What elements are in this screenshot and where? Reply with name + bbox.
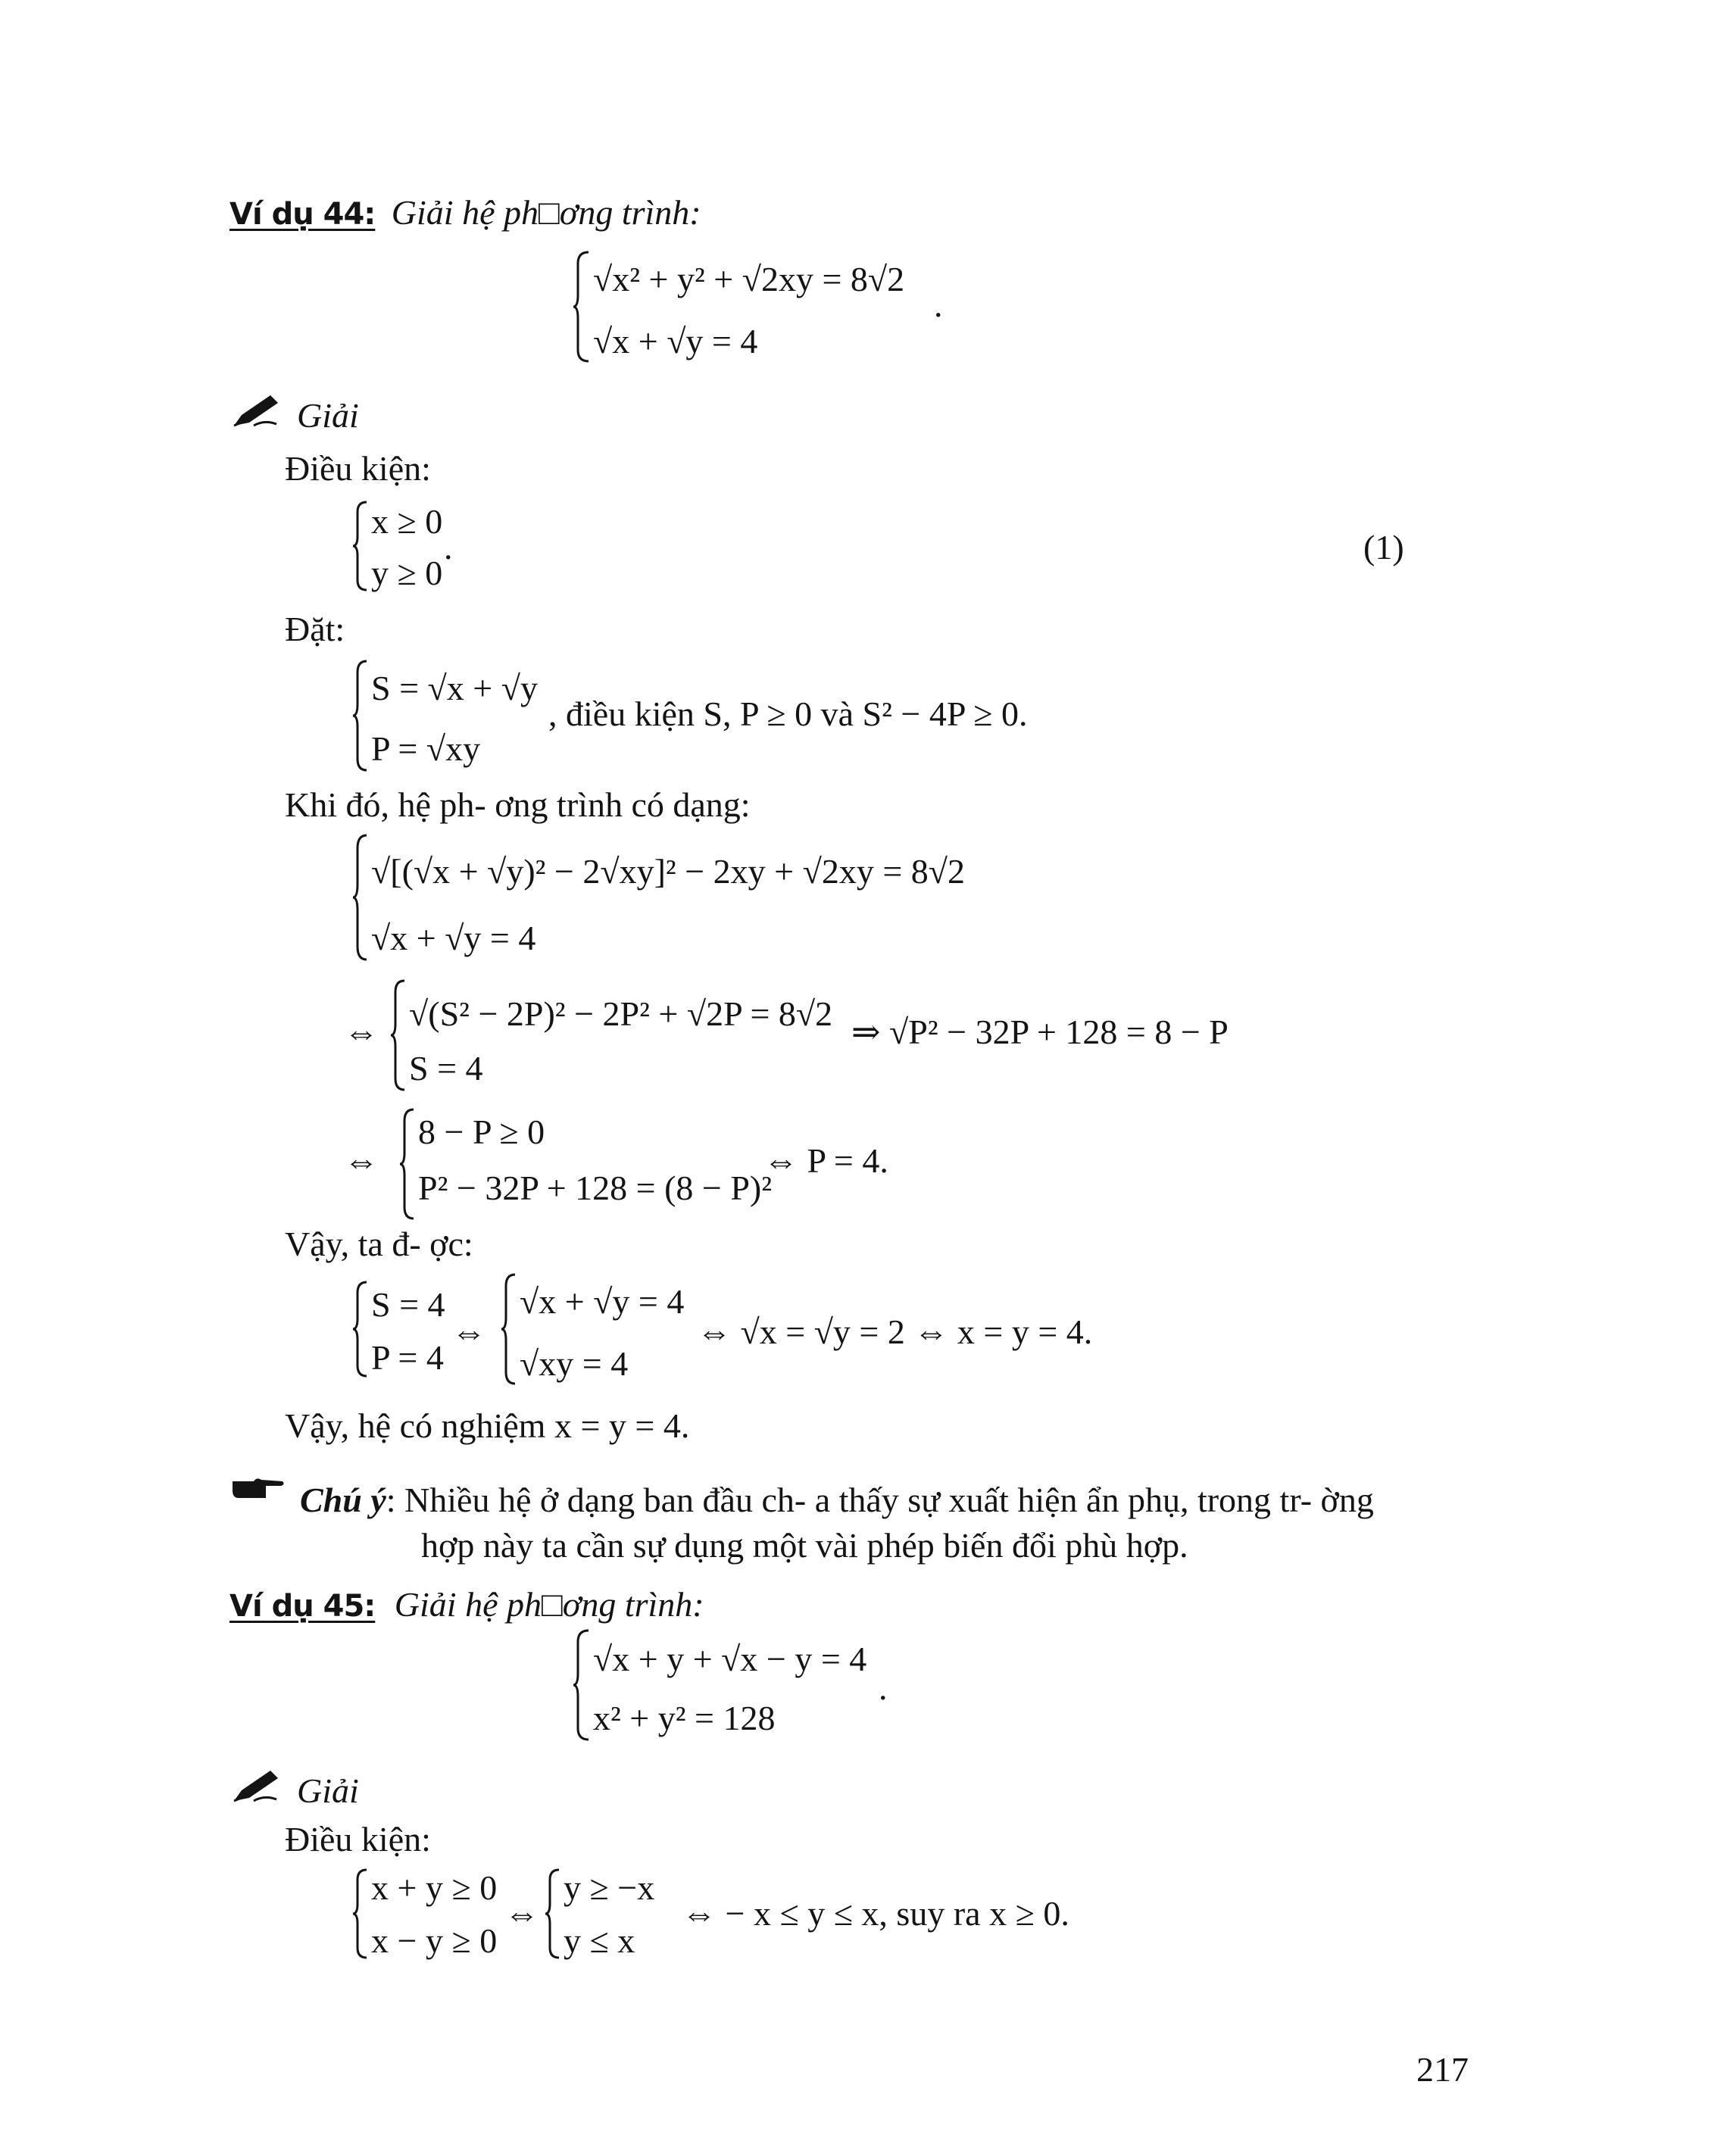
brace-system (351, 833, 370, 962)
ex45-eq2: x² + y² = 128 (593, 1699, 776, 1737)
brace-cond (351, 500, 370, 592)
pencil-icon (231, 392, 283, 429)
equiv-arrow-a: ⇔ (344, 1013, 379, 1051)
ex45-eq1: √x + y + √x − y = 4 (593, 1640, 867, 1678)
brace-result-left (351, 1280, 370, 1378)
eq-b-tail: ⇔ P = 4. (763, 1141, 888, 1180)
pointing-hand-icon (231, 1475, 286, 1501)
form-label: Khi đó, hệ ph- ơng trình có dạng: (285, 785, 751, 824)
cond45-3: y ≥ −x (564, 1868, 655, 1907)
example-45-prompt: Giải hệ ph□ơng trình: (394, 1585, 704, 1624)
eq-a1: √(S² − 2P)² − 2P² + √2P = 8√2 (409, 994, 833, 1033)
eq-a2: S = 4 (409, 1049, 483, 1088)
solution-45-label: Giải (297, 1771, 359, 1810)
result2: P = 4 (371, 1338, 444, 1377)
example-44-heading: Ví dụ 44: (229, 197, 376, 232)
system1: √[(√x + √y)² − 2√xy]² − 2xy + √2xy = 8√2 (371, 852, 966, 891)
brace-set (351, 659, 370, 772)
note-line2: hợp này ta cần sự dụng một vài phép biến đổi phù hợp. (421, 1526, 1188, 1565)
ex44-eq2: √x + √y = 4 (593, 322, 758, 360)
cond45-tail: ⇔ − x ≤ y ≤ x, suy ra x ≥ 0. (682, 1894, 1069, 1933)
brace-eq-b (398, 1107, 417, 1221)
condition-label: Điều kiện: (285, 449, 431, 488)
ex45-dot: . (879, 1668, 888, 1707)
brace-eq-a (389, 978, 407, 1092)
set1: S = √x + √y (371, 669, 538, 707)
result-equiv: ⇔ (451, 1312, 486, 1351)
conclusion: Vậy, hệ có nghiệm x = y = 4. (285, 1406, 690, 1445)
note-label: Chú ý (300, 1481, 386, 1519)
ex44-dot: . (934, 286, 943, 324)
brace-ex45 (572, 1628, 592, 1742)
cond1: x ≥ 0 (371, 502, 443, 541)
solution-44-label: Giải (297, 396, 359, 435)
set2: P = √xy (371, 729, 481, 768)
equiv-arrow-b: ⇔ (344, 1141, 379, 1180)
eq-b2: P² − 32P + 128 = (8 − P)² (418, 1169, 773, 1207)
brace-ex44 (572, 250, 592, 364)
result-label: Vậy, ta đ- ợc: (285, 1225, 473, 1263)
example-44-prompt: Giải hệ ph□ơng trình: (391, 193, 701, 232)
brace-cond45-left (351, 1868, 370, 1960)
ex44-eq1: √x² + y² + √2xy = 8√2 (593, 260, 905, 298)
eq-a-tail: ⇒ √P² − 32P + 128 = 8 − P (851, 1013, 1229, 1051)
cond45-1: x + y ≥ 0 (371, 1868, 498, 1907)
cond-dot: . (444, 528, 453, 566)
brace-cond45-right (544, 1868, 562, 1960)
cond45-4: y ≤ x (564, 1921, 635, 1960)
result-tail: ⇔ √x = √y = 2 ⇔ x = y = 4. (697, 1312, 1093, 1351)
eq-b1: 8 − P ≥ 0 (418, 1113, 545, 1151)
cond45-equiv: ⇔ (504, 1894, 539, 1933)
cond2: y ≥ 0 (371, 554, 443, 592)
example-45-heading: Ví dụ 45: (229, 1589, 376, 1624)
result4: √xy = 4 (520, 1344, 629, 1383)
brace-result-right (500, 1272, 518, 1386)
pencil-icon (231, 1768, 283, 1804)
set-condition: , điều kiện S, P ≥ 0 và S² − 4P ≥ 0. (548, 694, 1028, 733)
condition-45-label: Điều kiện: (285, 1820, 431, 1858)
result1: S = 4 (371, 1285, 445, 1324)
system2: √x + √y = 4 (371, 919, 536, 957)
set-label: Đặt: (285, 610, 345, 648)
note-line1: : Nhiều hệ ở dạng ban đầu ch- a thấy sự xuất hiện ẩn phụ, trong tr- ờng (386, 1481, 1374, 1519)
cond45-2: x − y ≥ 0 (371, 1921, 498, 1960)
result3: √x + √y = 4 (520, 1282, 685, 1321)
page-number: 217 (1416, 2050, 1469, 2089)
equation-number: (1) (1363, 528, 1404, 566)
